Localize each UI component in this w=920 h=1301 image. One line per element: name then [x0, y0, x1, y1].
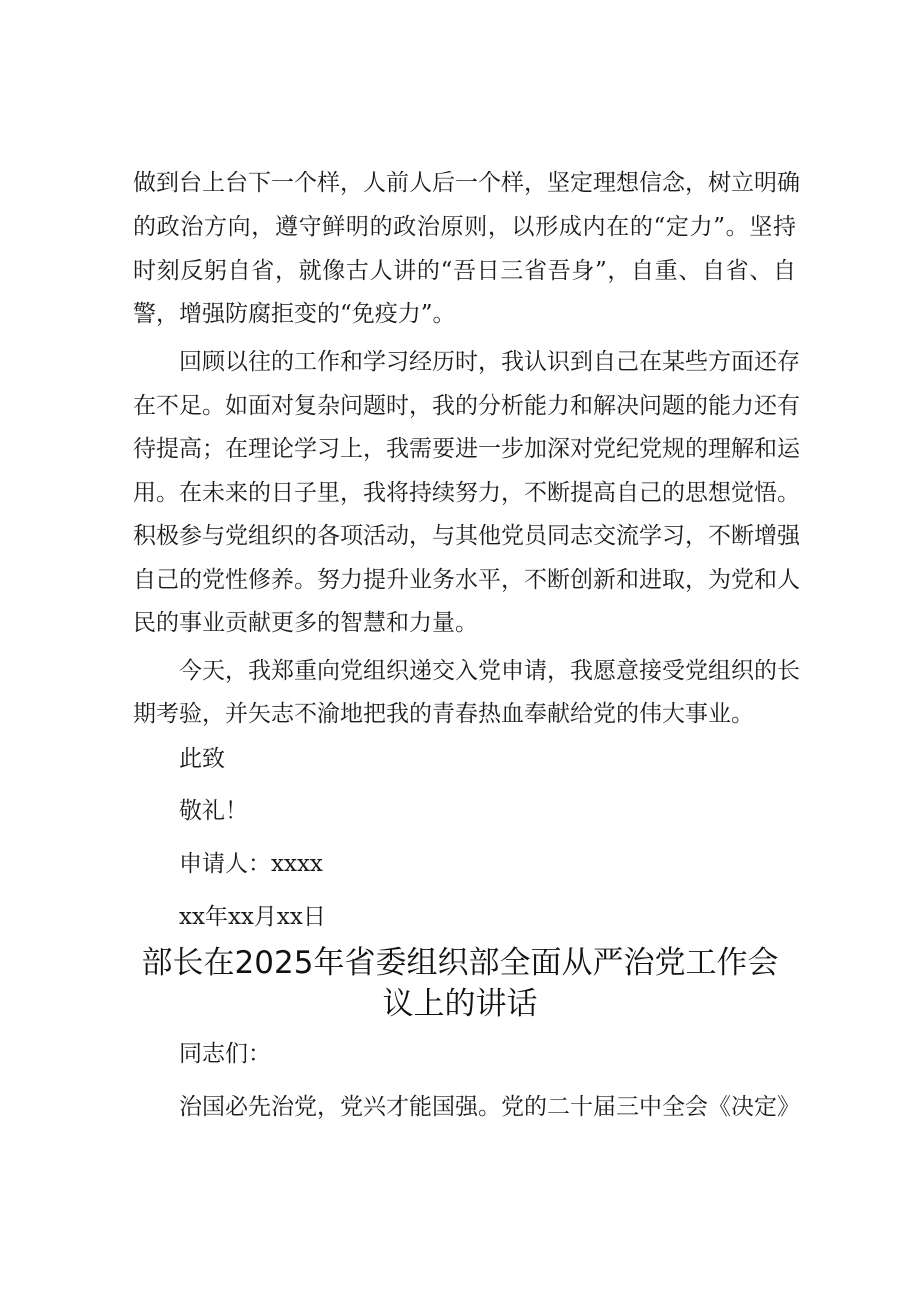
- signature-date: xx年xx月xx日: [179, 904, 326, 930]
- paragraph-line: 时刻反躬自省，就像古人讲的“吾日三省吾身”，自重、自省、自: [133, 258, 796, 284]
- paragraph-line: 用。在未来的日子里，我将持续努力，不断提高自己的思想觉悟。: [133, 480, 800, 506]
- speech-title-line-2: 议上的讲话: [382, 986, 538, 1022]
- speech-first-line: 治国必先治党，党兴才能国强。党的二十届三中全会《决定》: [179, 1094, 800, 1120]
- paragraph-line: 民的事业贡献更多的智慧和力量。: [133, 610, 478, 636]
- paragraph-line: 做到台上台下一个样，人前人后一个样，坚定理想信念，树立明确: [133, 170, 800, 196]
- paragraph-line: 回顾以往的工作和学习经历时，我认识到自己在某些方面还存: [179, 349, 800, 375]
- paragraph-line: 的政治方向，遵守鲜明的政治原则，以形成内在的“定力”。坚持: [133, 214, 796, 240]
- paragraph-line: 在不足。如面对复杂问题时，我的分析能力和解决问题的能力还有: [133, 393, 800, 419]
- speech-greeting: 同志们：: [179, 1041, 271, 1067]
- paragraph-line: 警，增强防腐拒变的“免疫力”。: [133, 301, 456, 327]
- paragraph-line: 今天，我郑重向党组织递交入党申请，我愿意接受党组织的长: [179, 658, 800, 684]
- paragraph-line: 积极参与党组织的各项活动，与其他党员同志交流学习，不断增强: [133, 523, 800, 549]
- speech-title-line-1: 部长在2025年省委组织部全面从严治党工作会: [141, 945, 779, 981]
- closing-salutation: 此致: [179, 746, 225, 772]
- paragraph-line: 待提高；在理论学习上，我需要进一步加深对党纪党规的理解和运: [133, 436, 800, 462]
- applicant-signature: 申请人：xxxx: [179, 851, 323, 877]
- paragraph-line: 期考验，并矢志不渝地把我的青春热血奉献给党的伟大事业。: [133, 701, 754, 727]
- paragraph-line: 自己的党性修养。努力提升业务水平，不断创新和进取，为党和人: [133, 567, 800, 593]
- closing-respect: 敬礼！: [179, 798, 248, 824]
